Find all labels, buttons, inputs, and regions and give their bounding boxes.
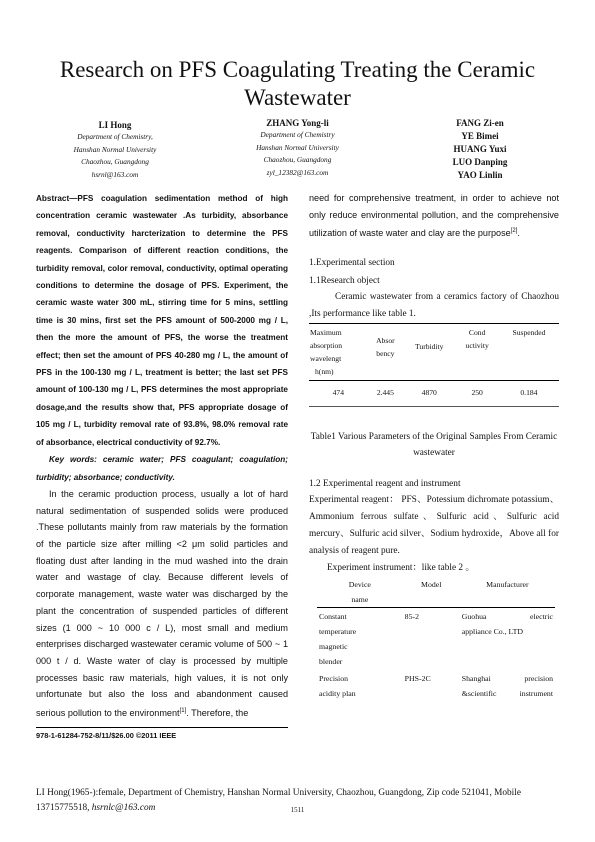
page-number: 1511 bbox=[290, 806, 305, 814]
subsection-heading: 1.2 Experimental reagent and instrument bbox=[309, 479, 461, 490]
author-affiliation: Chaozhou, Guangdong bbox=[263, 155, 332, 165]
header-line: bency bbox=[376, 349, 395, 359]
table2-header: Device name bbox=[317, 577, 403, 608]
table-cell: 85-2 bbox=[404, 612, 419, 622]
author-affiliation: Hanshan Normal University bbox=[73, 144, 157, 154]
header-line: wavelengt bbox=[310, 354, 342, 364]
author-name: LUO Danping bbox=[452, 157, 508, 167]
cell-line: Guohua bbox=[461, 612, 487, 622]
intro-right-tail: . bbox=[517, 228, 520, 239]
citation: [2] bbox=[510, 228, 518, 235]
table1-header bbox=[368, 324, 403, 381]
author-email: hsrnl@163.com bbox=[91, 170, 139, 180]
cell-line: magnetic bbox=[319, 642, 348, 652]
cell-line: appliance Co., LTD bbox=[461, 627, 523, 637]
abstract: Abstract—PFS coagulation sedimentation method of high concentration ceramic wastewater .As turbidity, absorbance removal, conductivity harcterization to determine the PFS reagents. Comparison of different reaction conditions, the turbidity removal, color removal, conductivity, optimal operating conditions to determine the dosage of PFS. Experiment, the ceramic waste water 300 mL, stirring time for 5 mins, settling time is 30 mins, first set the PFS amount of 500-2000 mg / L, then the more the amount of PFS, the worse the treatment effect; then set the amount of PFS 40-280 mg / L, the amount of PFS in the 100-130 mg / L, treatment is better; the last set PFS amount of 100-130 mg / L, PFS determines the most appropriate dosage,and the results show that, PFS appropriate dosage of 105 mg / L, turbidity removal rate of 93.8%, 98.0% removal rate of absorbance, electrical conductivity of 92.7%. bbox=[36, 194, 288, 447]
table-cell: PHS-2C bbox=[404, 674, 431, 684]
footnote-email: hsrnlc@163.com bbox=[91, 803, 156, 813]
header-line: absorption bbox=[310, 341, 343, 351]
header-line: h(nm) bbox=[315, 367, 334, 377]
paper-title: Research on PFS Coagulating Treating the Ceramic Wastewater bbox=[59, 57, 536, 110]
table-cell: 0.184 bbox=[499, 381, 559, 407]
author-name: YAO Linlin bbox=[457, 170, 503, 180]
intro-text: In the ceramic production process, usually a lot of hard natural sedimentation of suspended solids were produced .These pollutants mainly from raw materials by the formation of the particle size after milling <2 μm solid particles and floating dust after landing in the mud washed into the drain water and wastage of clay. Because different levels of corporate management, waste water was discharged by the plant the concentration of suspended particles of different sizes (1 000 ~ 10 000 c / L), most small and medium enterprises discharged wastewater ceramic volume of 500 ~ 1 000 t / d. Waste water of clay is processed by multiple processes basic raw materials, high values, it is not only unfortunate but also the loss and abandonment caused serious pollution to the environment bbox=[36, 488, 288, 719]
header-line: Cond bbox=[468, 328, 486, 338]
table1-header bbox=[455, 324, 498, 381]
table-row bbox=[309, 381, 559, 407]
intro-continuation bbox=[309, 190, 559, 242]
author-block-1 bbox=[60, 119, 170, 182]
header-line: uctivity bbox=[465, 341, 489, 351]
intro-paragraph bbox=[36, 486, 288, 722]
author-name: HUANG Yuxi bbox=[453, 144, 507, 154]
cell-line: precision bbox=[524, 674, 553, 684]
author-block-3 bbox=[420, 117, 540, 182]
cell-line: temperature bbox=[319, 627, 357, 637]
author-email: zyl_12382@163.com bbox=[266, 168, 329, 178]
cell-line: instrument bbox=[519, 689, 553, 699]
table-cell bbox=[317, 608, 403, 671]
table1-header bbox=[309, 324, 368, 381]
reagent-text: Experimental reagent： PFS、Potessium dichromate potassium、Ammonium ferrous sulfate、Sulfuric acid、Sulfuric acid mercury、Sulfuric acid silver、Sodium hydroxide，Above all for analysis of reagent pure. bbox=[309, 495, 559, 557]
author-name: ZHANG Yong-li bbox=[266, 118, 329, 128]
header-line: Suspended bbox=[512, 328, 546, 338]
subsection-heading: 1.1Research object bbox=[309, 276, 380, 287]
section-heading: 1.Experimental section bbox=[309, 258, 395, 269]
cell-line: Constant bbox=[319, 612, 347, 622]
table-cell: 474 bbox=[309, 381, 368, 407]
cell-line: Shanghai bbox=[461, 674, 491, 684]
intro-right-text: need for comprehensive treatment, in order to achieve not only reduce environmental pollution, and the comprehensive utilization of waste water and clay are the purpose bbox=[309, 193, 559, 239]
table-cell: 250 bbox=[455, 381, 498, 407]
author-name: LI Hong bbox=[98, 120, 132, 130]
table-cell: 2.445 bbox=[368, 381, 403, 407]
cell-line: acidity plan bbox=[319, 689, 356, 699]
citation: [1] bbox=[179, 708, 187, 715]
table2-header: Manufacturer bbox=[460, 577, 555, 608]
left-column bbox=[36, 190, 288, 722]
research-object-text: Ceramic wastewater from a ceramics factory of Chaozhou ,Its performance like table 1. bbox=[309, 292, 559, 320]
footnote-rule bbox=[36, 727, 288, 728]
author-block-2 bbox=[230, 117, 365, 180]
table-cell: 4870 bbox=[403, 381, 455, 407]
table1-header bbox=[403, 324, 455, 381]
abstract-text: PFS coagulation sedimentation method of high concentration ceramic wastewater .As turbidity, absorbance removal, conductivity harcterization to determine the PFS reagents. Comparison of different reaction conditions, the turbidity removal, color removal, conductivity, optimal operating conditions to determine the dosage of PFS. Experiment, the ceramic waste water 300 mL, stirring time for 5 mins, settling time is 30 mins, first set the PFS amount of 500-2000 mg / L, then the more the amount of PFS, the worse the treatment effect; then set the amount of PFS 40-280 mg / L, the amount of PFS in the 100-130 mg / L, treatment is better; the last set PFS amount of 100-130 mg / L, PFS determines the most appropriate dosage,and the results show that, PFS appropriate dosage of 105 mg / L, turbidity removal rate of 93.8%, 98.0% removal rate of absorbance, electrical conductivity of 92.7%. bbox=[36, 194, 288, 447]
cell-line: electric bbox=[530, 612, 553, 622]
table-cell bbox=[317, 670, 403, 702]
author-affiliation: Department of Chemistry, bbox=[77, 132, 153, 141]
table-1-caption: Table1 Various Parameters of the Original Samples From Ceramic wastewater bbox=[310, 432, 558, 459]
table-cell bbox=[460, 670, 555, 702]
header-line: Absor bbox=[376, 336, 395, 346]
author-name: FANG Zi-en bbox=[456, 118, 504, 128]
keywords: Key words: ceramic water; PFS coagulant; coagulation; turbidity; absorbance; conductivity. bbox=[36, 455, 288, 482]
copyright-notice: 978-1-61284-752-8/11/$26.00 ©2011 IEEE bbox=[36, 731, 177, 740]
intro-text-tail: . Therefore, the bbox=[186, 708, 249, 719]
table2-header: Model bbox=[403, 577, 460, 608]
table-row bbox=[317, 608, 555, 671]
instrument-line: Experiment instrument：like table 2 。 bbox=[327, 563, 475, 574]
table-row bbox=[317, 670, 555, 702]
footnote-text: LI Hong(1965-):female, Department of Chemistry, Hanshan Normal University, Chaozhou, Guangdong, Zip code 521041, Mobile 13715775518, bbox=[36, 788, 521, 813]
cell-line: Precision bbox=[319, 674, 349, 684]
table-cell bbox=[460, 608, 555, 671]
right-column bbox=[309, 190, 559, 702]
table-1 bbox=[309, 323, 559, 407]
author-affiliation: Chaozhou, Guangdong bbox=[81, 157, 149, 167]
author-affiliation: Hanshan Normal University bbox=[256, 142, 339, 152]
abstract-label: Abstract bbox=[36, 194, 70, 203]
cell-line: &scientific bbox=[461, 689, 497, 699]
table-2 bbox=[317, 577, 555, 702]
header-line: Maximum bbox=[310, 328, 342, 338]
table1-header bbox=[499, 324, 559, 381]
author-name: YE Bimei bbox=[461, 131, 499, 141]
author-affiliation: Department of Chemistry bbox=[260, 130, 335, 139]
cell-line: blender bbox=[319, 657, 343, 667]
header-line: Turbidity bbox=[415, 342, 444, 352]
